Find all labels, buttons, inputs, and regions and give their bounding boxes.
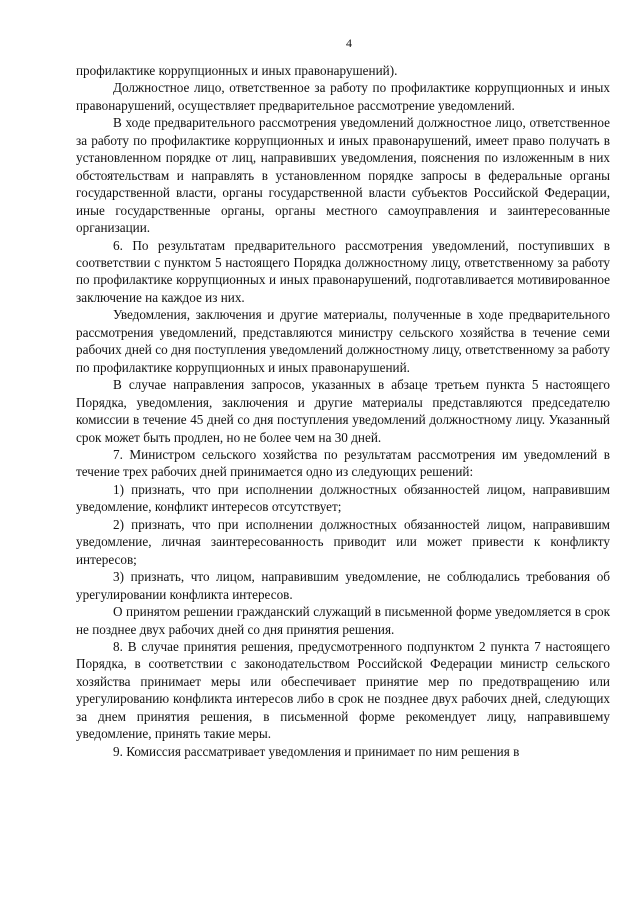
page-number: 4 <box>346 36 352 50</box>
paragraph: В случае направления запросов, указанных в абзаце третьем пункта 5 настоящего Порядка, уведомления, заключения и другие материалы представляются председателю комиссии в течение 45 дней со дня поступления уведомлений должностному лицу. Указанный срок может быть продлен, но не более чем на 30 дней. <box>76 377 610 445</box>
paragraph: 9. Комиссия рассматривает уведомления и принимает по ним решения в <box>113 743 520 759</box>
paragraph: 7. Министром сельского хозяйства по результатам рассмотрения им уведомлений в течение трех рабочих дней принимается одно из следующих решений: <box>76 446 610 480</box>
paragraph: О принятом решении гражданский служащий в письменной форме уведомляется в срок не позднее двух рабочих дней со дня принятия решения. <box>76 604 610 637</box>
paragraph: Уведомления, заключения и другие материалы, полученные в ходе предварительного рассмотрения уведомлений, представляются министру сельского хозяйства в течение семи рабочих дней со дня поступления уведомлений должностному лицу, ответственному за работу по профилактике коррупционных и иных правонарушений. <box>76 307 610 375</box>
paragraph: В ходе предварительного рассмотрения уведомлений должностное лицо, ответственное за работу по профилактике коррупционных и иных правонарушений, имеет право получать в установленном порядке от лиц, направивших уведомления, пояснения по изложенным в них обстоятельствам и направлять в установленном порядке запросы в федеральные органы государственной власти, органы государственной власти субъектов Российской Федерации, иные государственные органы, органы местного самоуправления и заинтересованные организации. <box>76 115 610 236</box>
paragraph: 1) признать, что при исполнении должностных обязанностей лицом, направившим уведомление, конфликт интересов отсутствует; <box>76 481 610 515</box>
paragraph: 6. По результатам предварительного рассмотрения уведомлений, поступивших в соответствии с пунктом 5 настоящего Порядка должностному лицу, ответственному за работу по профилактике коррупционных и иных правонарушений, подготавливается мотивированное заключение на каждое из них. <box>76 237 610 305</box>
paragraph: профилактике коррупционных и иных правонарушений). <box>76 63 398 78</box>
paragraph: Должностное лицо, ответственное за работу по профилактике коррупционных и иных правонарушений, осуществляет предварительное рассмотрение уведомлений. <box>76 80 610 113</box>
document-body <box>76 62 610 760</box>
paragraph: 8. В случае принятия решения, предусмотренного подпунктом 2 пункта 7 настоящего Порядка, в соответствии с законодательством Российской Федерации министр сельского хозяйства принимает меры или обеспечивает принятие мер по предотвращению или урегулированию конфликта интересов либо в срок не позднее двух рабочих дней, следующих за днем принятия решения, в письменной форме рекомендует лицу, направившему уведомление, принять такие меры. <box>76 638 610 742</box>
paragraph: 2) признать, что при исполнении должностных обязанностей лицом, направившим уведомление, личная заинтересованность приводит или может привести к конфликту интересов; <box>76 516 610 567</box>
paragraph: 3) признать, что лицом, направившим уведомление, не соблюдались требования об урегулировании конфликта интересов. <box>76 569 610 602</box>
